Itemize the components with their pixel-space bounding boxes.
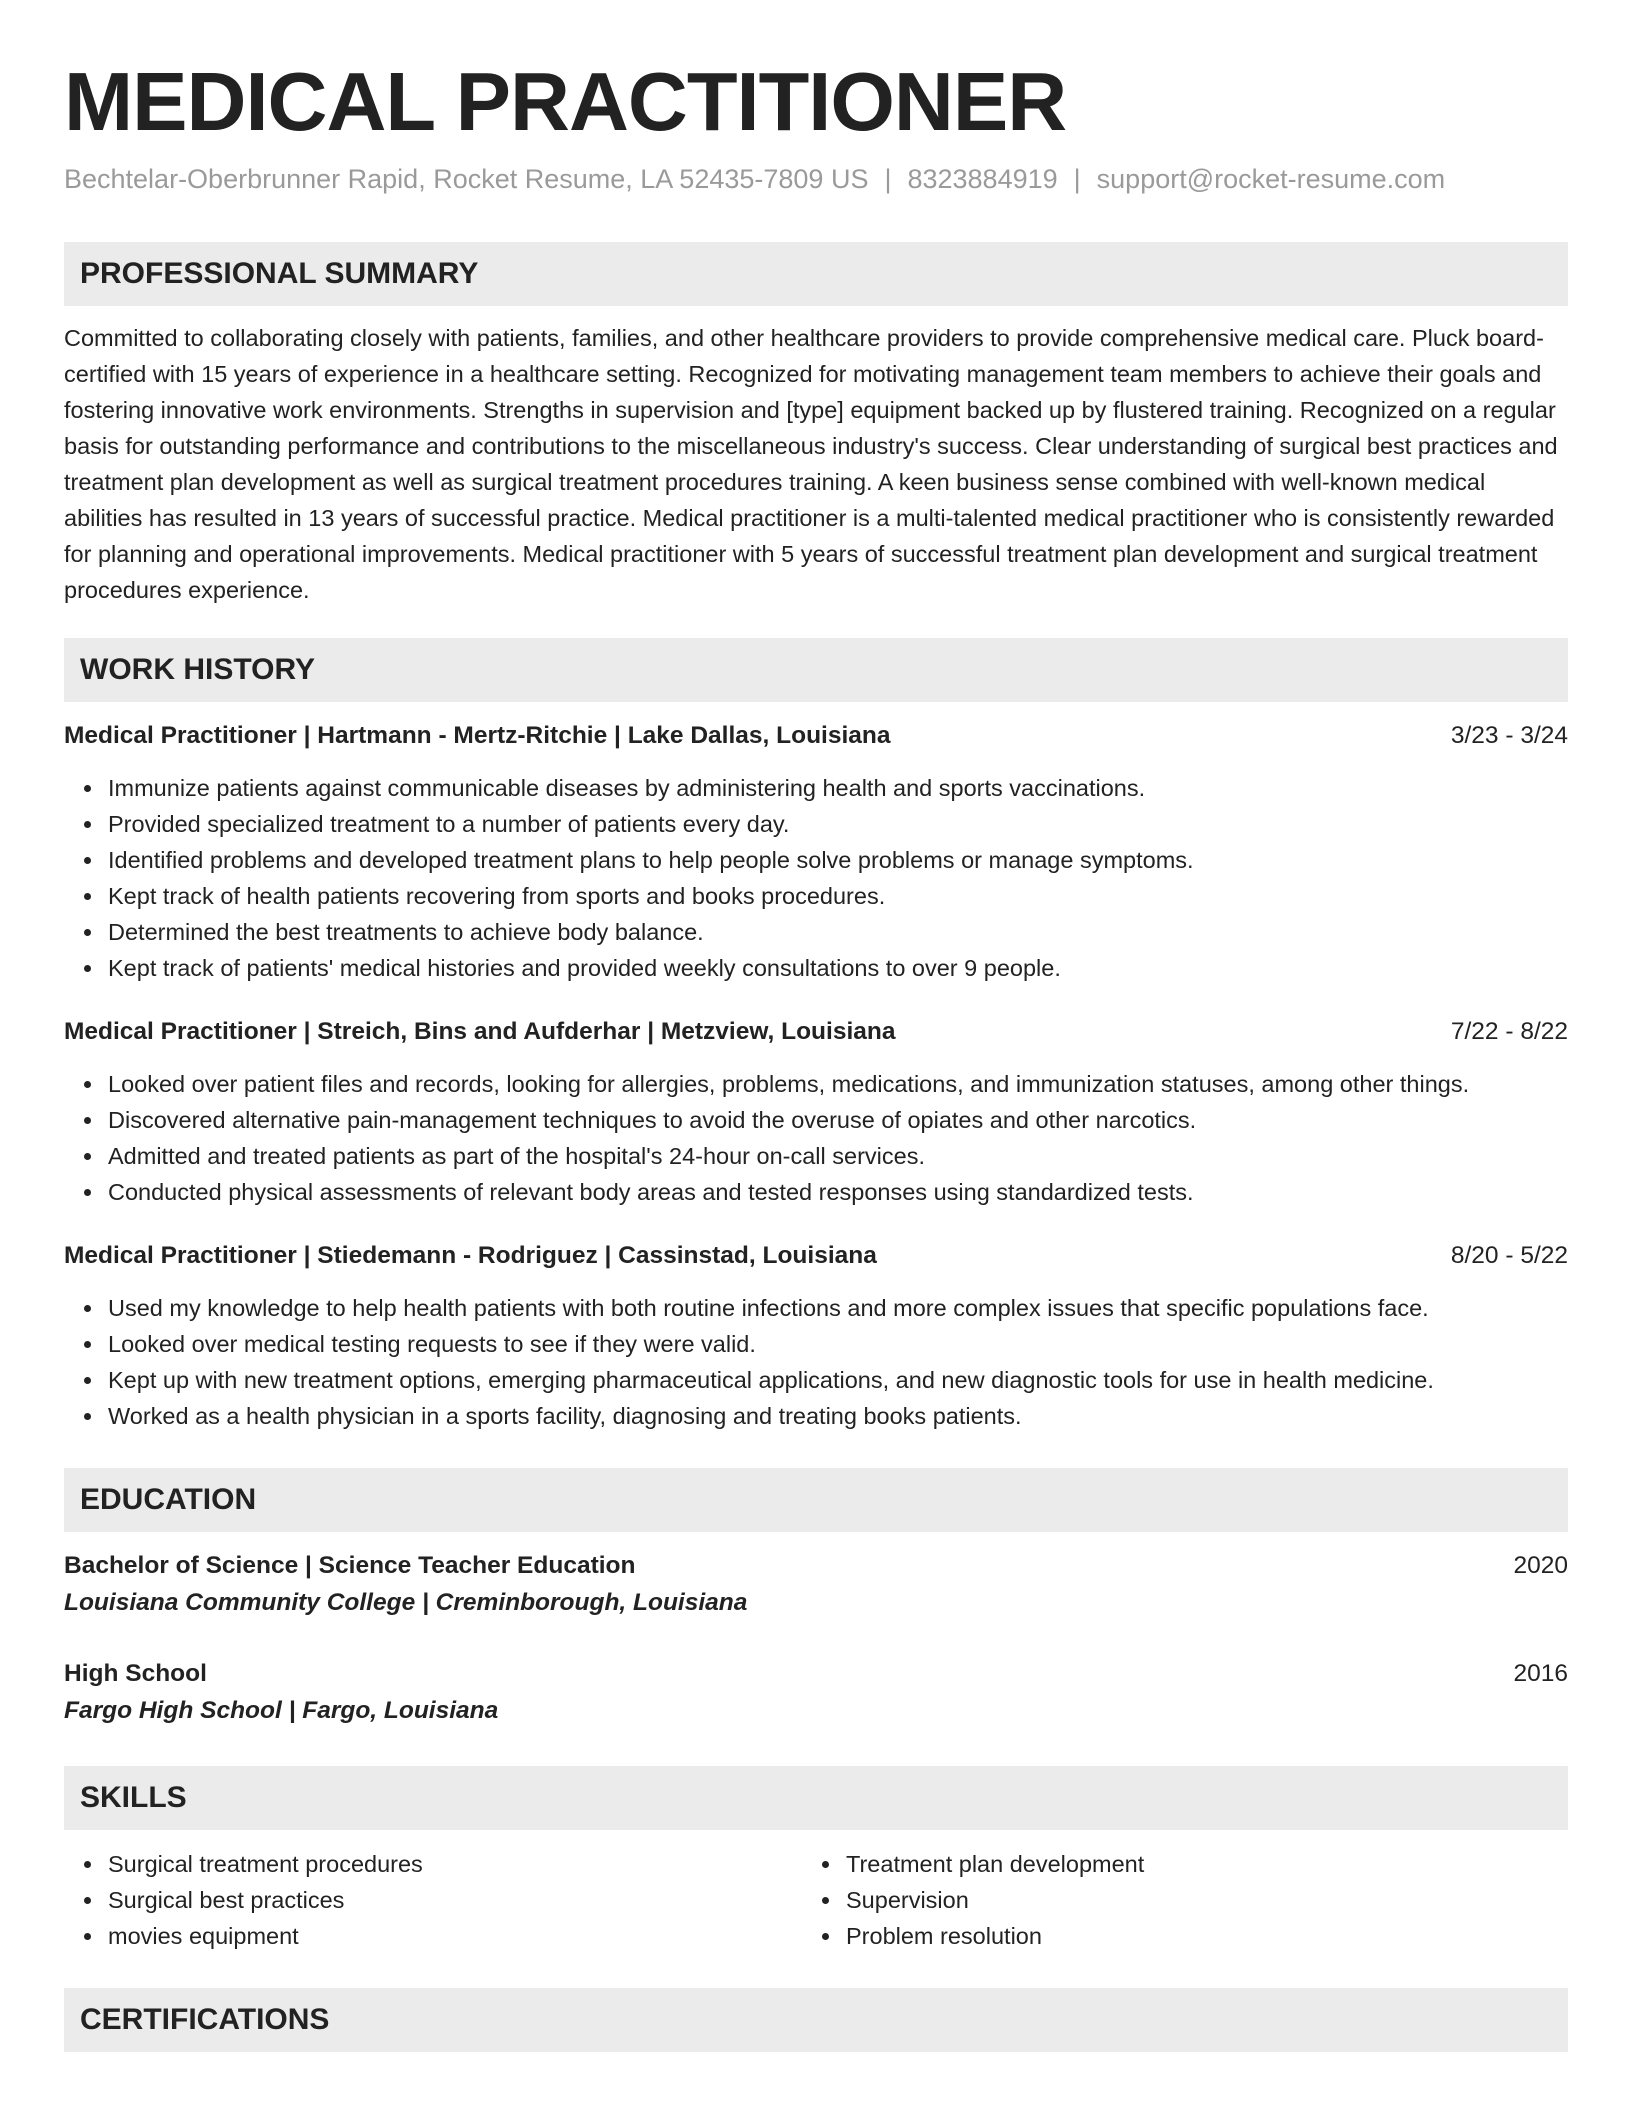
- job-entry: [64, 1016, 1568, 1210]
- job-bullets: [64, 1066, 1568, 1210]
- education-year: 2020: [1513, 1552, 1568, 1579]
- skill-item: Supervision: [846, 1882, 1540, 1918]
- skills-column-right: [802, 1846, 1540, 1954]
- job-bullet: Determined the best treatments to achieve body balance.: [108, 914, 1568, 950]
- contact-separator: |: [1073, 164, 1081, 194]
- skill-item: movies equipment: [108, 1918, 802, 1954]
- job-bullet: Admitted and treated patients as part of the hospital's 24-hour on-call services.: [108, 1138, 1568, 1174]
- education-header: [64, 1550, 1568, 1582]
- job-bullet: Kept track of patients' medical histories and provided weekly consultations to over 9 people.: [108, 950, 1568, 986]
- job-bullet: Discovered alternative pain-management techniques to avoid the overuse of opiates and other narcotics.: [108, 1102, 1568, 1138]
- contact-email: support@rocket-resume.com: [1096, 164, 1446, 194]
- job-header: [64, 720, 1568, 752]
- job-bullet: Provided specialized treatment to a number of patients every day.: [108, 806, 1568, 842]
- resume-name: MEDICAL PRACTITIONER: [64, 55, 1067, 148]
- job-bullet: Used my knowledge to help health patients with both routine infections and more complex issues that specific populations face.: [108, 1290, 1568, 1326]
- job-dates: 8/20 - 5/22: [1450, 1242, 1568, 1269]
- skill-item: Problem resolution: [846, 1918, 1540, 1954]
- job-header: [64, 1016, 1568, 1048]
- education-school: Louisiana Community College | Creminborough, Louisiana: [64, 1589, 748, 1616]
- job-bullet: Looked over medical testing requests to see if they were valid.: [108, 1326, 1568, 1362]
- skills-list: [64, 1846, 802, 1954]
- contact-line: [64, 162, 1568, 196]
- education-degree: High School: [64, 1660, 207, 1687]
- job-dates: 3/23 - 3/24: [1450, 722, 1568, 749]
- job-dates: 7/22 - 8/22: [1450, 1018, 1568, 1045]
- section-header-certifications: CERTIFICATIONS: [64, 1988, 1568, 2052]
- job-bullet: Conducted physical assessments of relevant body areas and tested responses using standardized tests.: [108, 1174, 1568, 1210]
- skill-item: Treatment plan development: [846, 1846, 1540, 1882]
- contact-separator: |: [884, 164, 892, 194]
- contact-address: Bechtelar-Oberbrunner Rapid, Rocket Resume, LA 52435-7809 US: [64, 164, 869, 194]
- job-bullets: [64, 770, 1568, 986]
- job-bullet: Kept up with new treatment options, emerging pharmaceutical applications, and new diagnostic tools for use in health medicine.: [108, 1362, 1568, 1398]
- section-header-summary: PROFESSIONAL SUMMARY: [64, 242, 1568, 306]
- section-header-work-history: WORK HISTORY: [64, 638, 1568, 702]
- job-bullet: Worked as a health physician in a sports facility, diagnosing and treating books patients.: [108, 1398, 1568, 1434]
- skills-grid: [64, 1846, 1568, 1954]
- education-entry: [64, 1658, 1568, 1728]
- education-entry: [64, 1550, 1568, 1620]
- job-bullet: Immunize patients against communicable diseases by administering health and sports vaccinations.: [108, 770, 1568, 806]
- skills-list: [802, 1846, 1540, 1954]
- education-degree: Bachelor of Science | Science Teacher Education: [64, 1552, 636, 1579]
- section-header-skills: SKILLS: [64, 1766, 1568, 1830]
- skill-item: Surgical best practices: [108, 1882, 802, 1918]
- education-school: Fargo High School | Fargo, Louisiana: [64, 1697, 499, 1724]
- job-bullet: Kept track of health patients recovering from sports and books procedures.: [108, 878, 1568, 914]
- job-title: Medical Practitioner | Stiedemann - Rodriguez | Cassinstad, Louisiana: [64, 1242, 877, 1269]
- section-header-education: EDUCATION: [64, 1468, 1568, 1532]
- education-header: [64, 1658, 1568, 1690]
- job-entry: [64, 720, 1568, 986]
- job-header: [64, 1240, 1568, 1272]
- contact-phone: 8323884919: [907, 164, 1058, 194]
- job-title: Medical Practitioner | Hartmann - Mertz-Ritchie | Lake Dallas, Louisiana: [64, 722, 891, 749]
- job-bullet: Identified problems and developed treatment plans to help people solve problems or manage symptoms.: [108, 842, 1568, 878]
- job-bullet: Looked over patient files and records, looking for allergies, problems, medications, and immunization statuses, among other things.: [108, 1066, 1568, 1102]
- summary-text: Committed to collaborating closely with patients, families, and other healthcare providers to provide comprehensive medical care. Pluck board-certified with 15 years of experience in a healthcare setting. Recognized for motivating management team members to achieve their goals and fostering innovative work environments. Strengths in supervision and [type] equipment backed up by flustered training. Recognized on a regular basis for outstanding performance and contributions to the miscellaneous industry's success. Clear understanding of surgical best practices and treatment plan development as well as surgical treatment procedures training. A keen business sense combined with well-known medical abilities has resulted in 13 years of successful practice. Medical practitioner is a multi-talented medical practitioner who is consistently rewarded for planning and operational improvements. Medical practitioner with 5 years of successful treatment plan development and surgical treatment procedures experience.: [64, 325, 1558, 603]
- job-bullets: [64, 1290, 1568, 1434]
- job-entry: [64, 1240, 1568, 1434]
- skill-item: Surgical treatment procedures: [108, 1846, 802, 1882]
- job-title: Medical Practitioner | Streich, Bins and Aufderhar | Metzview, Louisiana: [64, 1018, 896, 1045]
- education-year: 2016: [1513, 1660, 1568, 1687]
- skills-column-left: [64, 1846, 802, 1954]
